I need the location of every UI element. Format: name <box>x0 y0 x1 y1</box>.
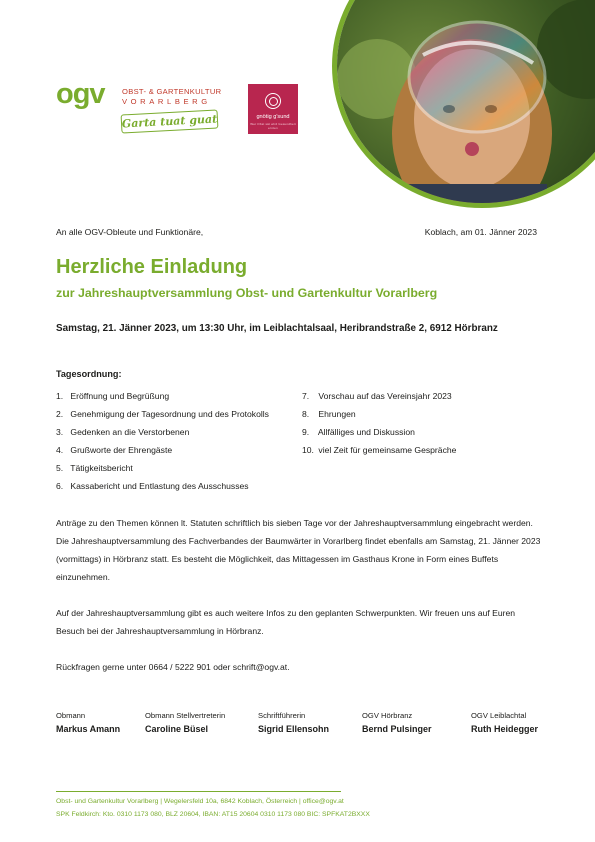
agenda-item: 2. Genehmigung der Tagesordnung und des Protokolls <box>56 409 269 419</box>
partner-logo-name: gnötig g'sund <box>256 114 290 120</box>
ogv-logo-name-line2: VORARLBERG <box>122 97 211 106</box>
signature-block <box>362 711 432 736</box>
footer-address: Obst- und Gartenkultur Vorarlberg | Wegelersfeld 10a, 6842 Koblach, Österreich | office@ogv.at <box>56 798 344 805</box>
signature-block <box>471 711 538 736</box>
ogv-slogan-badge: Garta tuat guat <box>121 109 219 133</box>
agenda-item: 4. Grußworte der Ehrengäste <box>56 445 173 455</box>
agenda-item: 6. Kassabericht und Entlastung des Ausschusses <box>56 481 249 491</box>
signature-role: Obmann <box>56 711 86 720</box>
partner-logo-subline: Wer Obst sät wird Gesundheit ernten <box>250 122 296 130</box>
agenda-item: 8. Ehrungen <box>302 409 356 419</box>
signature-role: OGV Leiblachtal <box>471 711 527 720</box>
signature-role: Schriftführerin <box>258 711 306 720</box>
partner-logo <box>248 84 298 134</box>
signature-role: Obmann Stellvertreterin <box>145 711 226 720</box>
agenda-item: 7. Vorschau auf das Vereinsjahr 2023 <box>302 391 452 401</box>
page-title: Herzliche Einladung <box>56 256 248 278</box>
agenda-list-left <box>56 387 269 495</box>
agenda-list-right <box>302 387 456 459</box>
event-details: Samstag, 21. Jänner 2023, um 13:30 Uhr, im Leiblachtalsaal, Heribrandstraße 2, 6912 Hörbranz <box>56 323 498 334</box>
agenda-item: 5. Tätigkeitsbericht <box>56 463 133 473</box>
agenda-item: 3. Gedenken an die Verstorbenen <box>56 427 190 437</box>
signature-role: OGV Hörbranz <box>362 711 413 720</box>
page-subtitle: zur Jahreshauptversammlung Obst- und Gartenkultur Vorarlberg <box>56 286 438 300</box>
signature-name: Caroline Büsel <box>145 724 209 734</box>
body-paragraph-proposals: Anträge zu den Themen können lt. Statuten schriftlich bis sieben Tage vor der Jahreshauptversammlung eingebracht werden. Die Jahreshauptversammlung des Fachverbandes der Baumwärter in Vorarlberg findet ebenfalls am Samstag, 21. Jänner 2023 (vormittags) in Hörbranz statt. Es besteht die Möglichkeit, das Mittagessen im Gasthaus Krone in Form eines Buffets einzunehmen. <box>56 518 541 582</box>
body-paragraph-info: Auf der Jahreshauptversammlung gibt es auch weitere Infos zu den geplanten Schwerpunkten. Wir freuen uns auf Euren Besuch bei der Jahreshauptversammlung in Hörbranz. <box>56 608 516 636</box>
header-photo-girl-with-soap-bubble <box>332 0 595 208</box>
signature-name: Bernd Pulsinger <box>362 724 432 734</box>
recipients-line: An alle OGV-Obleute und Funktionäre, <box>56 227 204 237</box>
place-date: Koblach, am 01. Jänner 2023 <box>424 227 537 237</box>
partner-emblem-icon <box>265 93 281 109</box>
signature-block <box>145 711 225 736</box>
signature-block <box>56 711 120 736</box>
signature-block <box>258 711 329 736</box>
agenda-item: 10. viel Zeit für gemeinsame Gespräche <box>302 445 457 455</box>
footer-bank-details: SPK Feldkirch: Kto. 0310 1173 080, BLZ 20604, IBAN: AT15 20604 0310 1173 080 BIC: SPFKAT2BXXX <box>56 811 370 818</box>
signature-name: Ruth Heidegger <box>471 724 539 734</box>
agenda-item: 9. Allfälliges und Diskussion <box>302 427 415 437</box>
agenda-item: 1. Eröffnung und Begrüßung <box>56 391 170 401</box>
signature-name: Markus Amann <box>56 724 121 734</box>
ogv-logo-name-line1: OBST- & GARTENKULTUR <box>122 87 222 96</box>
footer-divider <box>56 791 341 792</box>
body-paragraph-contact: Rückfragen gerne unter 0664 / 5222 901 oder schrift@ogv.at. <box>56 662 290 672</box>
signature-name: Sigrid Ellensohn <box>258 724 330 734</box>
agenda-title: Tagesordnung: <box>56 369 122 379</box>
ogv-logo: ogv <box>56 78 105 110</box>
